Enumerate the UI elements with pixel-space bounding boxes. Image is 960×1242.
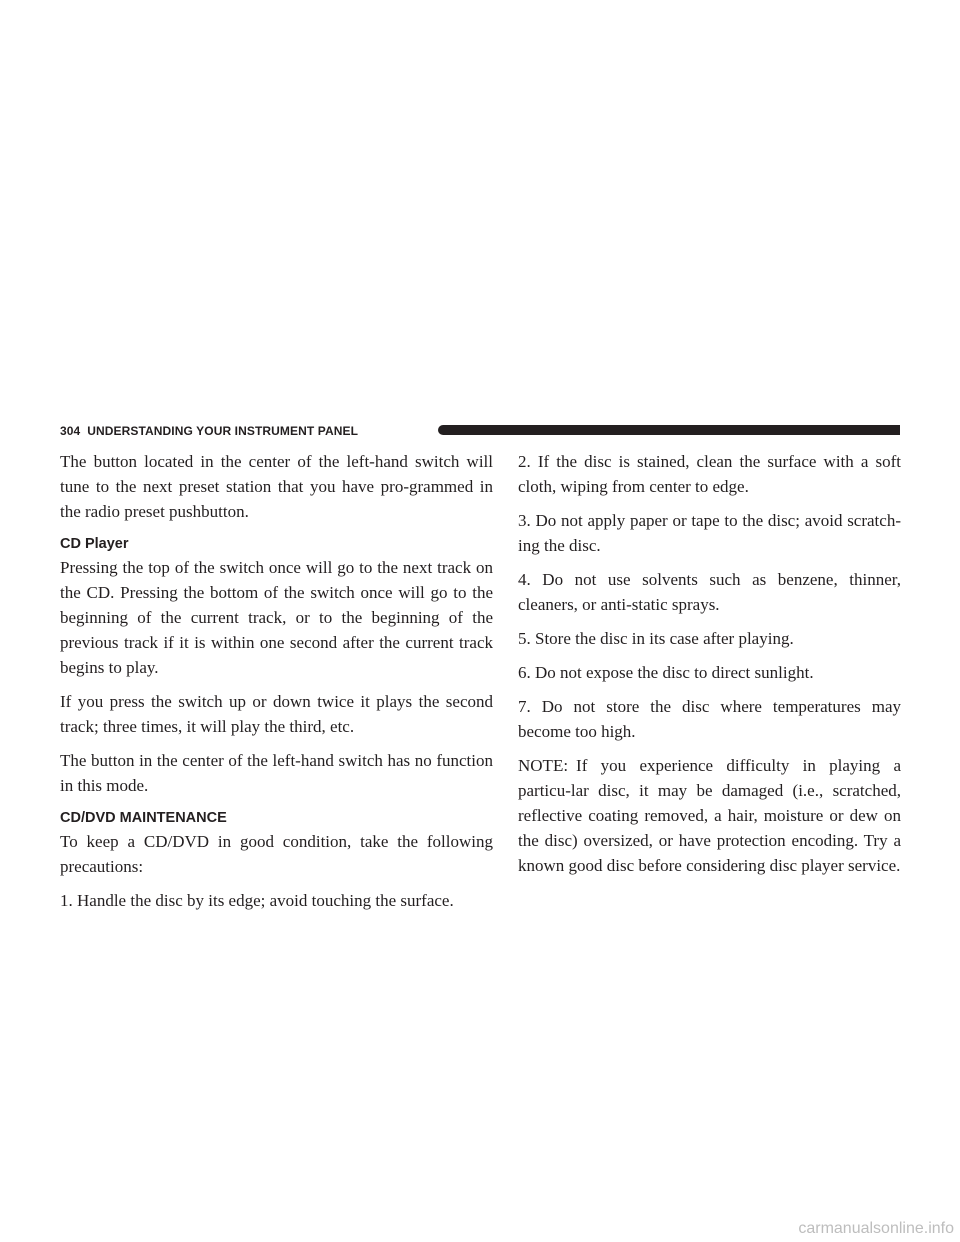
maintenance-item-7: 7. Do not store the disc where temperatures may become too high. xyxy=(518,697,901,741)
maintenance-item-3: 3. Do not apply paper or tape to the disc; avoid scratch-ing the disc. xyxy=(518,511,901,555)
note-paragraph xyxy=(518,753,901,878)
maintenance-item-1: 1. Handle the disc by its edge; avoid touching the surface. xyxy=(60,891,454,910)
maintenance-item-4: 4. Do not use solvents such as benzene, thinner, cleaners, or anti-static sprays. xyxy=(518,570,901,614)
header-text xyxy=(60,423,358,439)
maintenance-item-6: 6. Do not expose the disc to direct sunlight. xyxy=(518,663,814,682)
maintenance-intro: To keep a CD/DVD in good condition, take the following precautions: xyxy=(60,832,493,876)
cd-player-paragraph-1: Pressing the top of the switch once will go to the next track on the CD. Pressing the bottom of the switch once will go to the beginning of the current track, or to the beginning of the previous track if it is within one second after the current track begins to play. xyxy=(60,558,493,677)
cd-player-paragraph-3: The button in the center of the left-hand switch has no function in this mode. xyxy=(60,751,493,795)
page-header xyxy=(60,421,900,441)
note-text: If you experience difficulty in playing a particu-lar disc, it may be damaged (i.e., scratched, reflective coating removed, a hair, moisture or dew on the disc) oversized, or have protection encoding. Try a known good disc before considering disc player service. xyxy=(518,756,901,875)
cd-player-paragraph-2: If you press the switch up or down twice it plays the second track; three times, it will play the third, etc. xyxy=(60,692,493,736)
left-column xyxy=(60,449,493,922)
watermark: carmanualsonline.info xyxy=(798,1220,954,1237)
intro-paragraph: The button located in the center of the left-hand switch will tune to the next preset station that you have pro-grammed in the radio preset pushbutton. xyxy=(60,452,493,521)
page-number: 304 xyxy=(60,424,81,438)
maintenance-heading: CD/DVD MAINTENANCE xyxy=(60,810,227,826)
note-label: NOTE: xyxy=(518,756,569,775)
cd-player-heading: CD Player xyxy=(60,536,129,552)
right-column xyxy=(518,449,901,887)
header-rule xyxy=(438,425,900,435)
maintenance-item-5: 5. Store the disc in its case after playing. xyxy=(518,629,794,648)
section-title: UNDERSTANDING YOUR INSTRUMENT PANEL xyxy=(87,424,359,438)
maintenance-item-2: 2. If the disc is stained, clean the surface with a soft cloth, wiping from center to edge. xyxy=(518,452,901,496)
